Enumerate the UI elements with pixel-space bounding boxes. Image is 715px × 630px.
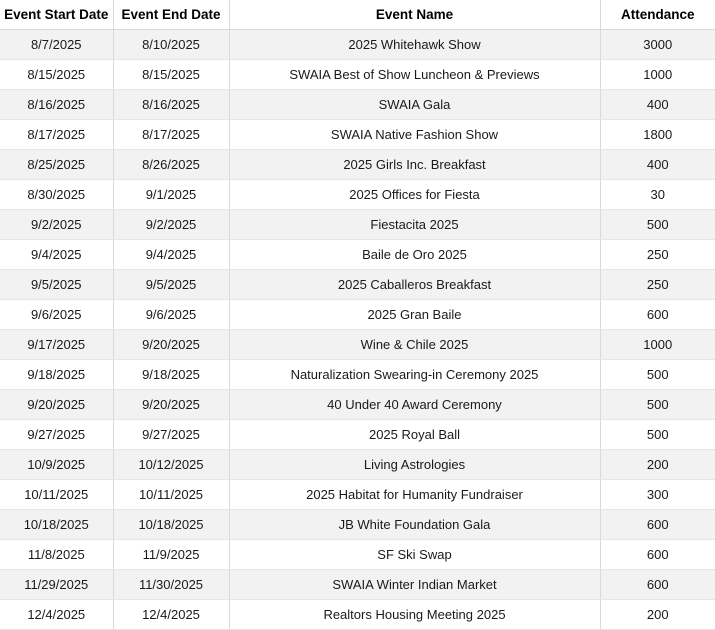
table-row [0,420,715,450]
table-row [0,510,715,540]
cell-event-name[interactable]: SWAIA Gala [229,90,600,120]
cell-event-name[interactable]: Realtors Housing Meeting 2025 [229,600,600,630]
cell-start-date[interactable]: 9/20/2025 [0,390,113,420]
cell-end-date[interactable]: 10/18/2025 [113,510,229,540]
cell-event-name[interactable]: 2025 Habitat for Humanity Fundraiser [229,480,600,510]
cell-end-date[interactable]: 8/16/2025 [113,90,229,120]
cell-event-name[interactable]: 2025 Caballeros Breakfast [229,270,600,300]
cell-end-date[interactable]: 9/20/2025 [113,330,229,360]
cell-event-name[interactable]: 2025 Offices for Fiesta [229,180,600,210]
cell-start-date[interactable]: 10/9/2025 [0,450,113,480]
cell-start-date[interactable]: 9/18/2025 [0,360,113,390]
header-event-start-date[interactable]: Event Start Date [0,0,113,30]
header-event-name[interactable]: Event Name [229,0,600,30]
cell-attendance[interactable]: 500 [600,390,715,420]
header-event-end-date[interactable]: Event End Date [113,0,229,30]
cell-end-date[interactable]: 8/15/2025 [113,60,229,90]
cell-start-date[interactable]: 9/4/2025 [0,240,113,270]
cell-attendance[interactable]: 600 [600,510,715,540]
cell-attendance[interactable]: 250 [600,270,715,300]
cell-start-date[interactable]: 10/11/2025 [0,480,113,510]
table-row [0,360,715,390]
table-row [0,570,715,600]
cell-start-date[interactable]: 8/16/2025 [0,90,113,120]
cell-start-date[interactable]: 10/18/2025 [0,510,113,540]
cell-end-date[interactable]: 10/11/2025 [113,480,229,510]
cell-end-date[interactable]: 9/6/2025 [113,300,229,330]
cell-start-date[interactable]: 8/7/2025 [0,30,113,60]
cell-end-date[interactable]: 12/4/2025 [113,600,229,630]
cell-event-name[interactable]: Fiestacita 2025 [229,210,600,240]
table-row [0,240,715,270]
cell-attendance[interactable]: 400 [600,90,715,120]
table-row [0,390,715,420]
cell-end-date[interactable]: 9/27/2025 [113,420,229,450]
cell-event-name[interactable]: Living Astrologies [229,450,600,480]
table-body [0,30,715,630]
cell-event-name[interactable]: 40 Under 40 Award Ceremony [229,390,600,420]
cell-attendance[interactable]: 200 [600,600,715,630]
cell-event-name[interactable]: Naturalization Swearing-in Ceremony 2025 [229,360,600,390]
cell-end-date[interactable]: 11/30/2025 [113,570,229,600]
table-row [0,30,715,60]
cell-end-date[interactable]: 9/4/2025 [113,240,229,270]
cell-start-date[interactable]: 8/30/2025 [0,180,113,210]
cell-end-date[interactable]: 8/10/2025 [113,30,229,60]
table-row [0,120,715,150]
cell-event-name[interactable]: SWAIA Native Fashion Show [229,120,600,150]
table-row [0,270,715,300]
cell-end-date[interactable]: 9/18/2025 [113,360,229,390]
cell-attendance[interactable]: 300 [600,480,715,510]
table-row [0,60,715,90]
cell-attendance[interactable]: 1000 [600,330,715,360]
cell-start-date[interactable]: 9/27/2025 [0,420,113,450]
cell-event-name[interactable]: Baile de Oro 2025 [229,240,600,270]
table-row [0,300,715,330]
cell-end-date[interactable]: 9/2/2025 [113,210,229,240]
cell-event-name[interactable]: Wine & Chile 2025 [229,330,600,360]
cell-attendance[interactable]: 500 [600,210,715,240]
cell-event-name[interactable]: JB White Foundation Gala [229,510,600,540]
cell-start-date[interactable]: 8/25/2025 [0,150,113,180]
cell-attendance[interactable]: 30 [600,180,715,210]
cell-end-date[interactable]: 8/17/2025 [113,120,229,150]
cell-start-date[interactable]: 9/6/2025 [0,300,113,330]
cell-attendance[interactable]: 600 [600,300,715,330]
cell-end-date[interactable]: 9/1/2025 [113,180,229,210]
cell-attendance[interactable]: 500 [600,360,715,390]
cell-end-date[interactable]: 9/20/2025 [113,390,229,420]
cell-start-date[interactable]: 8/15/2025 [0,60,113,90]
cell-start-date[interactable]: 12/4/2025 [0,600,113,630]
cell-attendance[interactable]: 600 [600,570,715,600]
table-row [0,540,715,570]
table-row [0,330,715,360]
table-row [0,600,715,630]
cell-event-name[interactable]: 2025 Gran Baile [229,300,600,330]
table-row [0,90,715,120]
table-row [0,180,715,210]
cell-event-name[interactable]: SWAIA Best of Show Luncheon & Previews [229,60,600,90]
table-row [0,480,715,510]
cell-attendance[interactable]: 200 [600,450,715,480]
table-row [0,210,715,240]
header-row [0,0,715,30]
header-attendance[interactable]: Attendance [600,0,715,30]
cell-attendance[interactable]: 3000 [600,30,715,60]
table-row [0,150,715,180]
cell-start-date[interactable]: 8/17/2025 [0,120,113,150]
cell-attendance[interactable]: 400 [600,150,715,180]
cell-attendance[interactable]: 500 [600,420,715,450]
cell-end-date[interactable]: 10/12/2025 [113,450,229,480]
cell-start-date[interactable]: 9/5/2025 [0,270,113,300]
cell-event-name[interactable]: SF Ski Swap [229,540,600,570]
cell-attendance[interactable]: 600 [600,540,715,570]
cell-end-date[interactable]: 8/26/2025 [113,150,229,180]
cell-start-date[interactable]: 11/29/2025 [0,570,113,600]
cell-start-date[interactable]: 11/8/2025 [0,540,113,570]
cell-event-name[interactable]: 2025 Royal Ball [229,420,600,450]
cell-end-date[interactable]: 11/9/2025 [113,540,229,570]
table-row [0,450,715,480]
cell-attendance[interactable]: 250 [600,240,715,270]
cell-attendance[interactable]: 1000 [600,60,715,90]
cell-start-date[interactable]: 9/2/2025 [0,210,113,240]
cell-start-date[interactable]: 9/17/2025 [0,330,113,360]
cell-attendance[interactable]: 1800 [600,120,715,150]
cell-end-date[interactable]: 9/5/2025 [113,270,229,300]
cell-event-name[interactable]: 2025 Girls Inc. Breakfast [229,150,600,180]
cell-event-name[interactable]: 2025 Whitehawk Show [229,30,600,60]
cell-event-name[interactable]: SWAIA Winter Indian Market [229,570,600,600]
